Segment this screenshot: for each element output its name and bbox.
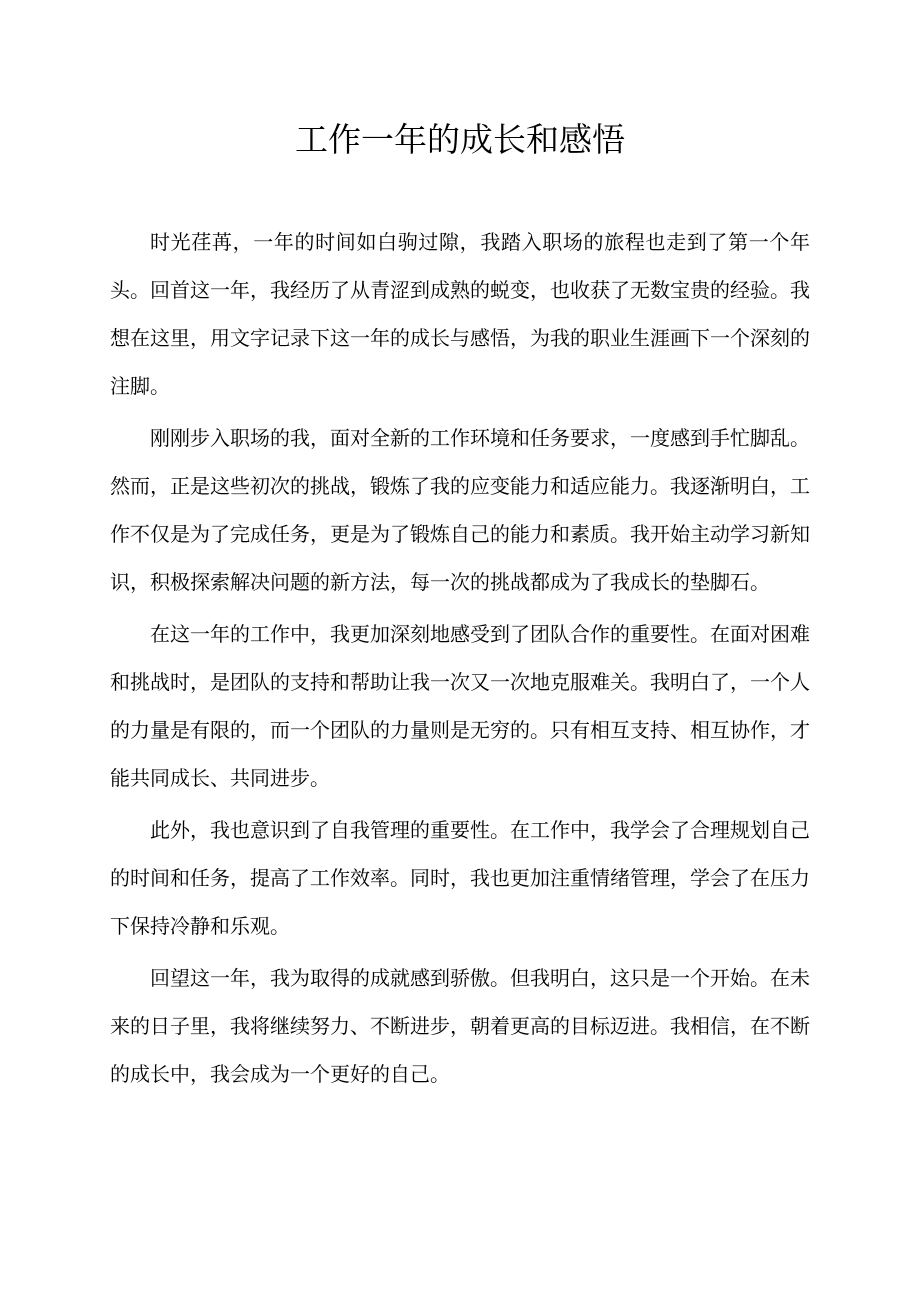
document-title: 工作一年的成长和感悟 xyxy=(295,120,625,159)
paragraph-4: 此外，我也意识到了自我管理的重要性。在工作中，我学会了合理规划自己的时间和任务，提高了工作效率。同时，我也更加注重情绪管理，学会了在压力下保持冷静和乐观。 xyxy=(110,818,810,938)
paragraph-2: 刚刚步入职场的我，面对全新的工作环境和任务要求，一度感到手忙脚乱。然而，正是这些初次的挑战，锻炼了我的应变能力和适应能力。我逐渐明白，工作不仅是为了完成任务，更是为了锻炼自己的能力和素质。我开始主动学习新知识，积极探索解决问题的新方法，每一次的挑战都成为了我成长的垫脚石。 xyxy=(110,426,810,594)
document-body xyxy=(110,218,810,1102)
paragraph-1: 时光荏苒，一年的时间如白驹过隙，我踏入职场的旅程也走到了第一个年头。回首这一年，我经历了从青涩到成熟的蜕变，也收获了无数宝贵的经验。我想在这里，用文字记录下这一年的成长与感悟，为我的职业生涯画下一个深刻的注脚。 xyxy=(110,230,810,398)
paragraph-5: 回望这一年，我为取得的成就感到骄傲。但我明白，这只是一个开始。在未来的日子里，我将继续努力、不断进步，朝着更高的目标迈进。我相信，在不断的成长中，我会成为一个更好的自己。 xyxy=(110,966,810,1086)
paragraph-3: 在这一年的工作中，我更加深刻地感受到了团队合作的重要性。在面对困难和挑战时，是团队的支持和帮助让我一次又一次地克服难关。我明白了，一个人的力量是有限的，而一个团队的力量则是无穷的。只有相互支持、相互协作，才能共同成长、共同进步。 xyxy=(110,622,810,790)
